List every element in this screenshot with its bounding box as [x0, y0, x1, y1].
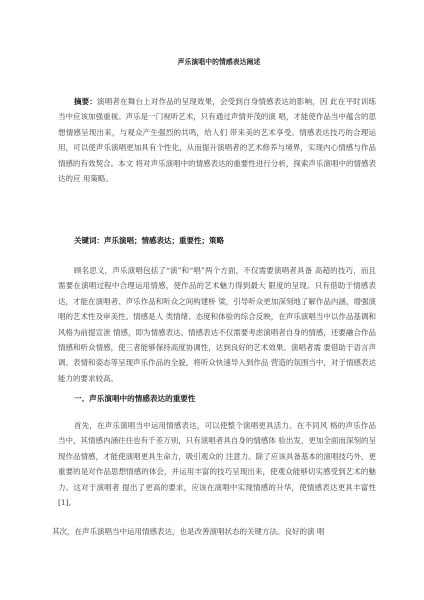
abstract-paragraph [58, 94, 376, 186]
document-title: 声乐演唱中的情感表达阐述 [177, 58, 261, 66]
document-page [52, 0, 380, 600]
abstract-label: 摘要： [74, 97, 98, 106]
keywords-label: 关键词： [74, 236, 104, 245]
section-paragraph-2: 其次，在声乐演唱当中运用情感表达，也是改善演唱状态的关键方法。良好的演 唱 [52, 527, 325, 536]
keywords-text: 声乐演唱；情感表达；重要性；策略 [104, 236, 224, 245]
intro-paragraph: 顾名思义，声乐演唱包括了“演”和“唱”两个方面，不仅需要演唱者具备 高超的技巧，而且需要在演唱过程中合理运用情感，使作品的艺术魅力得到最大 限度的呈现。只有借助于情感表达，才能在演唱者、声乐作品和听众之间构建桥 梁，引导听众更加深刻地了解作品内涵，增强演唱的艺术性及审美性。情感是人 类情绪、态度和体验的综合反映，在声乐演唱当中以作品基调和风格为前提宣泄 情感，即为情感表达。情感表达不仅需要考虑演唱者自身的情感，还要融合作品 情感和听众情感，使三者能够保持高度协调性，达到良好的艺术效果。演唱者需 要借助于语言声调、表情和姿态等呈现声乐作品的全貌，将听众快速导入到作品 营造的氛围当中，对于情感表达能力的要求较高。 [58, 266, 376, 383]
keywords-paragraph [58, 233, 376, 248]
section-paragraph-1: 首先，在声乐演唱当中运用情感表达，可以使整个演唱更具活力。在不同风 格的声乐作品当中，其情感内涵往往也有千差万别，只有演唱者具自身的情感体 验出发，更加全面而深刻的呈现作品情感，才能使演唱更具生命力，吸引观众的 注意力。除了应该具备基本的演唱技巧外，更重要的是对作品思想情感的体会，并运用丰富的技巧呈现出来，使观众能够切实感受到艺术的魅力。这对于演唱者 提出了更高的要求，应该在演唱中实现情感的升华，使情感表达更具丰富性[1]。 [58, 421, 376, 508]
abstract-text: 演唱者在舞台上对作品的呈现效果，会受到自身情感表达的影响，因 此在平时训练当中应该加强重视。声乐是一门视听艺术，只有通过声情并茂的演 唱，才能使作品当中蕴含的思想情感呈现出来，与观众产生强烈的共鸣，给人们 带来美的艺术享受。情感表达技巧的合理运用，可以使声乐演唱更加具有个性化，从而提升演唱者的艺术修养与境界，实现内心情感与作品情感的有效契合。本文 将对声乐演唱中的情感表达的重要性进行分析，探索声乐演唱中的情感表达的应 用策略。 [58, 97, 376, 184]
section-heading: 一、声乐演唱中的情感表达的重要性 [74, 394, 196, 403]
